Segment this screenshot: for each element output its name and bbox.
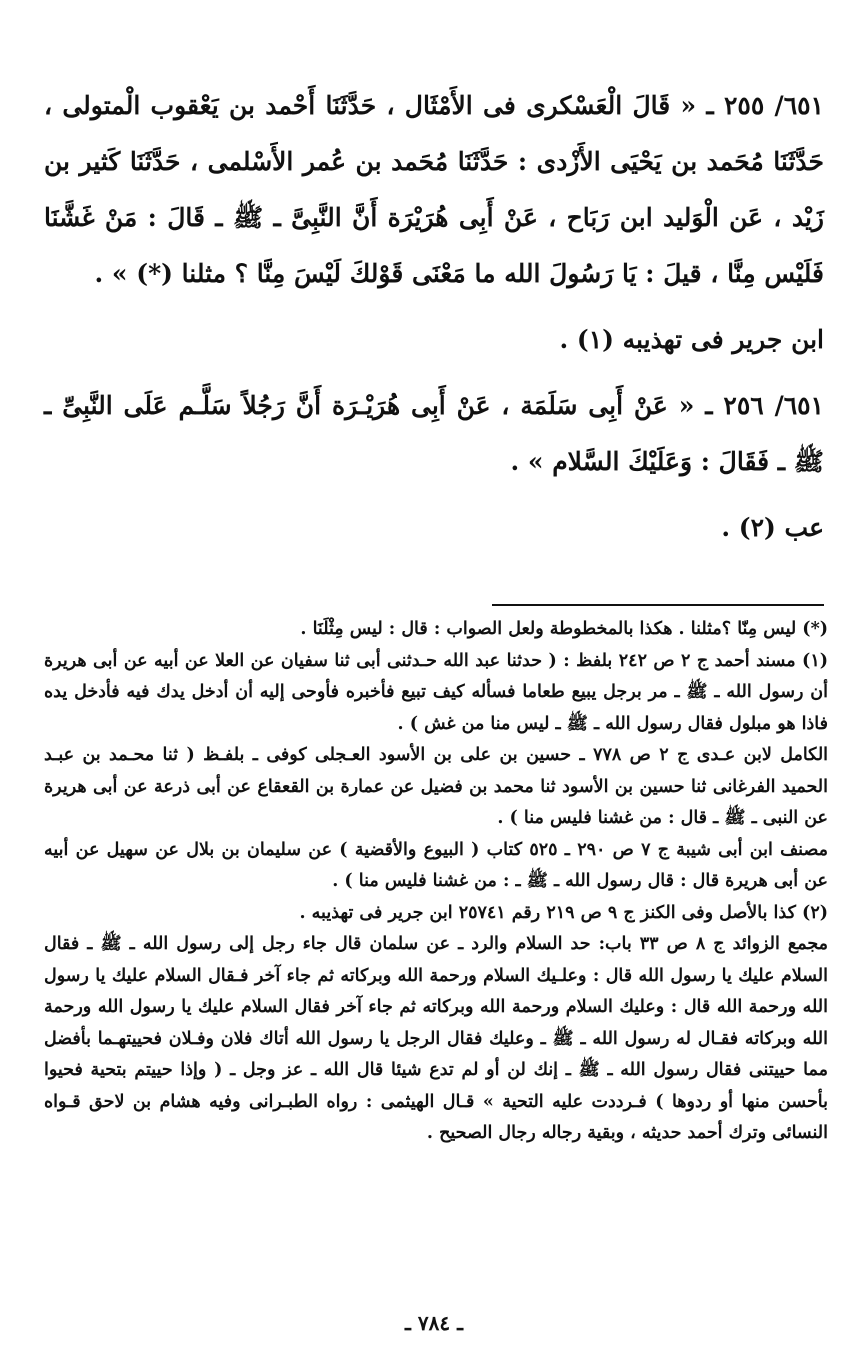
hadith-source: ابن جرير فى تهذيبه (١) .: [559, 325, 824, 354]
hadith-source: عب (٢) .: [721, 513, 824, 542]
footnote: (*) ليس مِنّا ؟مثلنا . هكذا بالمخطوطة ولعل الصواب : قال : ليس مِثْلَنَا .: [300, 619, 828, 639]
page-number: ـ ٧٨٤ ـ: [405, 1311, 463, 1335]
footnote-divider: [492, 604, 824, 606]
footnote: مصنف ابن أبى شيبة ج ٧ ص ٢٩٠ ـ ٥٢٥ كتاب ( البيوع والأقضية ) عن سليمان بن بلال عن سهيل عن أبيه عن أبى هريرة قال : قال رسول الله ـ ﷺ ـ : من غشنا فليس منا ) .: [44, 839, 829, 891]
footnote: (٢) كذا بالأصل وفى الكنز ج ٩ ص ٢١٩ رقم ٢٥٧٤١ ابن جرير فى تهذيبه .: [299, 902, 828, 923]
footnote: الكامل لابن عـدى ج ٢ ص ٧٧٨ ـ حسين بن على بن الأسود العـجلى كوفى ـ بلفـظ ( ثنا محـمد بن عبـد الحميد الفرغانى ثنا حسين بن الأسود ثنا محمد بن فضيل عن عمارة بن القعقاع عن أبى ذرعة عن أبى هريرة عن النبى ـ ﷺ ـ قال : من غشنا فليس منا ) .: [44, 745, 829, 828]
footnote: (١) مسند أحمد ج ٢ ص ٢٤٢ بلفظ : ( حدثنا عبد الله حـدثنى أبى ثنا سفيان عن العلا عن أبيه عن أبى هريرة أن رسول الله ـ ﷺ ـ مر برجل يبيع طعاما فسأله كيف تبيع فأخبره فأوحى إليه أن أدخل يدك فيه فأدخل يده فاذا هو مبلول فقال رسول الله ـ ﷺ ـ ليس منا من غش ) .: [44, 650, 828, 734]
hadith-text: ٦٥١/ ٢٥٦ ـ « عَنْ أَبِى سَلَمَة ، عَنْ أَبِى هُرَيْـرَة أَنَّ رَجُلاً سَلَّـم عَلَى النَّبِىِّ ـ ﷺ ـ فَقَالَ : وَعَلَيْكَ السَّلام » .: [44, 391, 824, 476]
footnote: مجمع الزوائد ج ٨ ص ٣٣ باب: حد السلام والرد ـ عن سلمان قال جاء رجل إلى رسول الله ـ ﷺ ـ فقال السلام عليك يا رسول الله قال : وعلـيك السلام ورحمة الله وبركاته ثم جاء آخر فـقال السلام عليك يا رسول الله ورحمة الله قال : وعليك السلام ورحمة الله وبركاته ثم جاء آخر فقال السلام عليك يا رسول الله ورحمة الله وبركاته فقـال له رسول الله ـ ﷺ ـ وعليك فقال الرجل يا رسول الله أتاك فلان وفـلان فحييتهـما بأفضل مما حييتنى فقال رسول الله ـ ﷺ ـ إنك لن أو لم تدع شيئا قال الله ـ عز وجل ـ ( وإذا حييتم بتحية فحيوا بأحسن منها أو ردوها ) فـرددت عليه التحية » قـال الهيثمى : رواه الطبـرانى وفيه هشام بن لاحق قـواه النسائى وترك أحمد حديثه ، وبقية رجاله رجال الصحيح .: [44, 934, 829, 1143]
main-text: [44, 78, 824, 556]
hadith-text: ٦٥١/ ٢٥٥ ـ « قَالَ الْعَسْكرى فى الأَمْثَال ، حَدَّثَنَا أَحْمد بن يَعْقوب الْمتولى ، حَدَّثَنَا مُحَمد بن يَحْيَى الأَزْدى : حَدَّثَنَا مُحَمد بن عُمر الأَسْلمى ، حَدَّثَنَا كَثير بن زَيْد ، عَن الْوَليد ابن رَبَاح ، عَنْ أَبِى هُرَيْرَة أَنَّ النَّبِىَّ ـ ﷺ ـ قَالَ : مَنْ غَشَّنَا فَلَيْس مِنَّا ، قيلَ : يَا رَسُولَ الله ما مَعْنَى قَوْلكَ لَيْسَ مِنَّا ؟ مثلنا (*) » .: [44, 91, 824, 288]
footnotes: [44, 614, 828, 1150]
